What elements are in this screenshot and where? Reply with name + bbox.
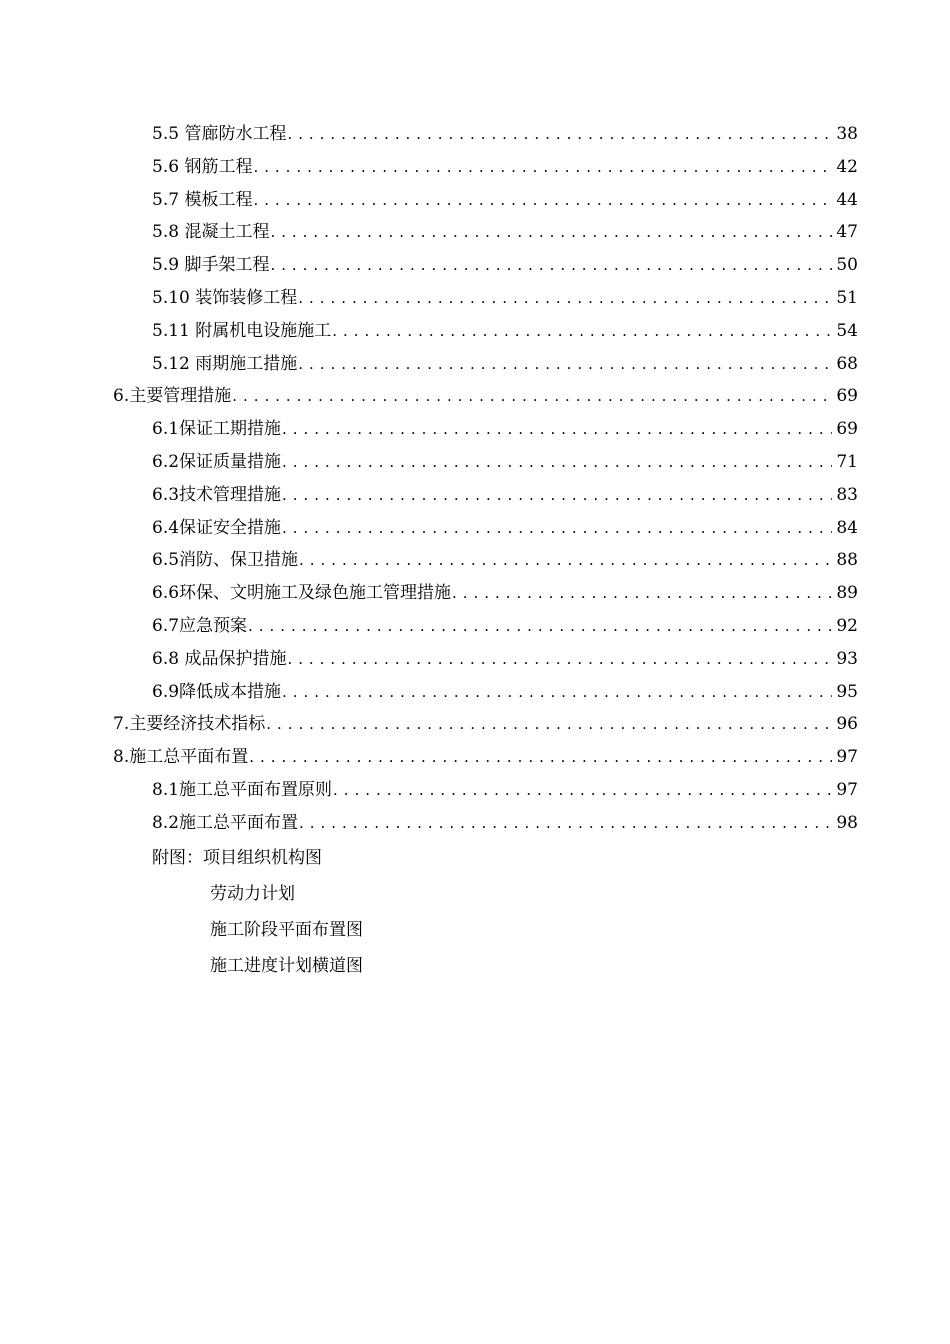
- toc-dot-leader: [299, 544, 832, 577]
- toc-entry-page-number: 95: [836, 681, 858, 702]
- toc-entry[interactable]: [0, 676, 950, 709]
- toc-dot-leader: [282, 413, 832, 446]
- toc-entry-label: 6.8 成品保护措施: [152, 643, 286, 676]
- toc-entry-label: 5.5 管廊防水工程: [152, 118, 286, 151]
- toc-dot-leader: [287, 118, 832, 151]
- toc-entry[interactable]: [0, 216, 950, 249]
- toc-dot-leader: [232, 380, 832, 413]
- toc-dot-leader: [253, 184, 832, 217]
- toc-entry-page-number: 69: [836, 419, 858, 440]
- toc-dot-leader: [452, 577, 832, 610]
- toc-entry-label: 5.11 附属机电设施施工: [152, 315, 331, 348]
- toc-entry-page-number: 84: [836, 517, 858, 538]
- table-of-contents: [0, 118, 950, 840]
- toc-entry[interactable]: [0, 807, 950, 840]
- toc-dot-leader: [266, 708, 832, 741]
- toc-entry-page-number: 96: [836, 714, 858, 735]
- toc-entry-label: 6.9降低成本措施: [152, 676, 281, 709]
- toc-entry[interactable]: [0, 544, 950, 577]
- toc-entry[interactable]: [0, 282, 950, 315]
- toc-entry[interactable]: [0, 708, 950, 741]
- toc-dot-leader: [298, 348, 832, 381]
- toc-dot-leader: [270, 249, 832, 282]
- toc-entry[interactable]: [0, 151, 950, 184]
- toc-entry-label: 6.5消防、保卫措施: [152, 544, 298, 577]
- toc-dot-leader: [282, 479, 832, 512]
- toc-entry-label: 6.1保证工期措施: [152, 413, 281, 446]
- toc-entry-label: 5.12 雨期施工措施: [152, 348, 297, 381]
- toc-entry-label: 5.7 模板工程: [152, 184, 252, 217]
- toc-entry-label: 5.9 脚手架工程: [152, 249, 269, 282]
- appendix-list: [0, 840, 950, 984]
- toc-entry-page-number: 98: [836, 812, 858, 833]
- toc-dot-leader: [282, 446, 832, 479]
- toc-entry-label: 5.6 钢筋工程: [152, 151, 252, 184]
- toc-dot-leader: [332, 315, 832, 348]
- appendix-item: 施工阶段平面布置图: [210, 920, 363, 940]
- toc-entry-label: 6.4保证安全措施: [152, 512, 281, 545]
- toc-dot-leader: [282, 676, 832, 709]
- toc-dot-leader: [333, 774, 832, 807]
- toc-dot-leader: [248, 610, 832, 643]
- toc-entry[interactable]: [0, 413, 950, 446]
- toc-entry-label: 8.施工总平面布置: [113, 741, 248, 774]
- toc-entry-page-number: 68: [836, 353, 858, 374]
- toc-entry-label: 8.1施工总平面布置原则: [152, 774, 332, 807]
- toc-entry-label: 7.主要经济技术指标: [113, 708, 265, 741]
- toc-entry-page-number: 69: [836, 386, 858, 407]
- toc-entry-label: 5.8 混凝土工程: [152, 216, 269, 249]
- toc-entry[interactable]: [0, 380, 950, 413]
- toc-entry[interactable]: [0, 348, 950, 381]
- toc-entry-page-number: 47: [836, 222, 858, 243]
- toc-entry-page-number: 50: [836, 255, 858, 276]
- toc-entry[interactable]: [0, 774, 950, 807]
- toc-entry-page-number: 93: [836, 648, 858, 669]
- toc-entry-label: 8.2施工总平面布置: [152, 807, 298, 840]
- toc-entry-page-number: 89: [836, 583, 858, 604]
- toc-dot-leader: [282, 512, 832, 545]
- appendix-item: 施工进度计划横道图: [210, 956, 363, 976]
- toc-entry-page-number: 71: [836, 451, 858, 472]
- toc-entry[interactable]: [0, 643, 950, 676]
- toc-entry-page-number: 44: [836, 189, 858, 210]
- toc-entry[interactable]: [0, 446, 950, 479]
- toc-entry[interactable]: [0, 249, 950, 282]
- toc-entry-page-number: 97: [836, 747, 858, 768]
- toc-entry-page-number: 92: [836, 615, 858, 636]
- toc-entry-label: 5.10 装饰装修工程: [152, 282, 297, 315]
- toc-entry-label: 6.主要管理措施: [113, 380, 231, 413]
- toc-entry[interactable]: [0, 577, 950, 610]
- toc-entry-label: 6.3技术管理措施: [152, 479, 281, 512]
- toc-entry-label: 6.7应急预案: [152, 610, 247, 643]
- toc-entry[interactable]: [0, 315, 950, 348]
- toc-entry-page-number: 54: [836, 320, 858, 341]
- appendix-item: 劳动力计划: [210, 884, 295, 904]
- toc-entry-page-number: 42: [836, 156, 858, 177]
- toc-entry-page-number: 88: [836, 550, 858, 571]
- toc-entry-page-number: 38: [836, 124, 858, 144]
- toc-dot-leader: [270, 216, 832, 249]
- toc-dot-leader: [253, 151, 832, 184]
- toc-entry[interactable]: [0, 512, 950, 545]
- appendix-heading: 附图：项目组织机构图: [152, 848, 322, 868]
- toc-entry[interactable]: [0, 184, 950, 217]
- toc-entry-label: 6.2保证质量措施: [152, 446, 281, 479]
- toc-entry[interactable]: [0, 610, 950, 643]
- toc-entry[interactable]: [0, 741, 950, 774]
- toc-entry[interactable]: [0, 118, 950, 151]
- toc-entry-page-number: 83: [836, 484, 858, 505]
- toc-entry[interactable]: [0, 479, 950, 512]
- toc-entry-page-number: 51: [836, 287, 858, 308]
- toc-dot-leader: [298, 282, 832, 315]
- toc-dot-leader: [287, 643, 832, 676]
- toc-dot-leader: [299, 807, 832, 840]
- toc-entry-page-number: 97: [836, 779, 858, 800]
- toc-entry-label: 6.6环保、文明施工及绿色施工管理措施: [152, 577, 451, 610]
- toc-dot-leader: [249, 741, 832, 774]
